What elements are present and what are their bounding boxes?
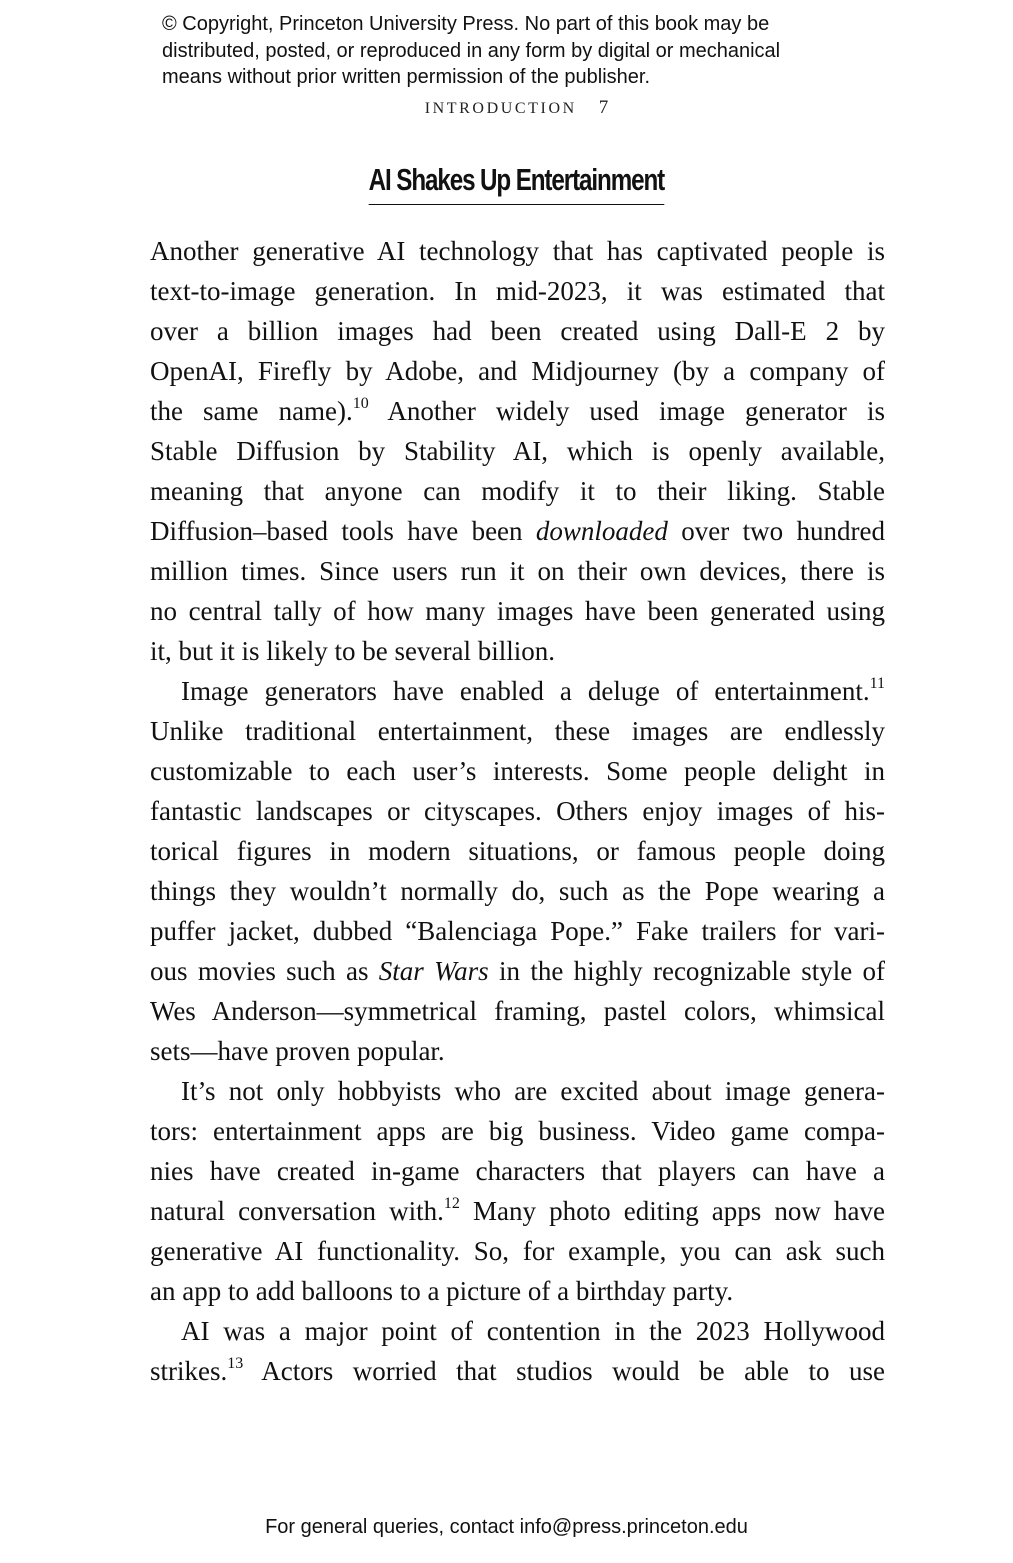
italic-text: downloaded xyxy=(535,516,668,546)
text-segment: strikes. xyxy=(150,1356,228,1386)
text-line: million times. Since users run it on their own devices, there is xyxy=(150,556,885,586)
text-line: It’s not only hobbyists who are excited about image genera- xyxy=(181,1076,885,1106)
text-line: no central tally of how many images have been generated using xyxy=(150,596,885,626)
text-segment: Image generators have enabled a deluge of entertainment. xyxy=(181,676,870,706)
running-head xyxy=(0,97,1013,119)
body-text xyxy=(150,231,885,1391)
text-segment: Many photo editing apps now have xyxy=(459,1196,885,1226)
text-segment: ous movies such as xyxy=(150,956,379,986)
running-head-section: INTRODUCTION xyxy=(424,100,577,117)
text-line: an app to add balloons to a picture of a birthday party. xyxy=(150,1276,734,1306)
section-heading xyxy=(0,162,1013,205)
text-line: Another generative AI technology that has captivated people is xyxy=(150,236,885,266)
text-line: OpenAI, Firefly by Adobe, and Midjourney (by a company of xyxy=(150,356,885,386)
copyright-line: © Copyright, Princeton University Press. No part of this book may be xyxy=(162,13,770,35)
copyright-notice xyxy=(162,11,922,91)
text-line xyxy=(150,391,885,431)
text-line xyxy=(150,1191,885,1231)
footnote-marker: 11 xyxy=(869,675,885,692)
text-line: sets—have proven popular. xyxy=(150,1036,445,1066)
text-line: Wes Anderson—symmetrical framing, pastel colors, whimsical xyxy=(150,996,885,1026)
text-line: nies have created in-game characters that players can have a xyxy=(150,1156,885,1186)
text-line: generative AI functionality. So, for example, you can ask such xyxy=(150,1236,885,1266)
footer-contact: For general queries, contact info@press.princeton.edu xyxy=(265,1516,748,1538)
text-segment: Diffusion–based tools have been xyxy=(150,516,536,546)
footnote-marker: 10 xyxy=(352,395,369,412)
text-line: customizable to each user’s interests. Some people delight in xyxy=(150,756,885,786)
text-line: puffer jacket, dubbed “Balenciaga Pope.” Fake trailers for vari- xyxy=(150,916,885,946)
paragraph xyxy=(150,1311,885,1391)
text-line: torical figures in modern situations, or famous people doing xyxy=(150,836,885,866)
paragraph xyxy=(150,1071,885,1311)
italic-text: Star Wars xyxy=(378,956,489,986)
text-line: text-to-image generation. In mid-2023, it was estimated that xyxy=(150,276,885,306)
text-segment: Another widely used image generator is xyxy=(368,396,885,426)
paragraph xyxy=(150,671,885,1071)
text-segment: natural conversation with. xyxy=(150,1196,444,1226)
text-line: things they wouldn’t normally do, such as the Pope wearing a xyxy=(150,876,885,906)
text-line: Stable Diffusion by Stability AI, which is openly available, xyxy=(150,436,885,466)
copyright-line: distributed, posted, or reproduced in any form by digital or mechanical xyxy=(162,39,781,62)
text-segment: Actors worried that studios would be able to use xyxy=(243,1356,885,1386)
text-line xyxy=(150,671,885,711)
footnote-marker: 12 xyxy=(443,1195,460,1212)
text-segment: in the highly recognizable style of xyxy=(488,956,886,986)
page-number: 7 xyxy=(598,97,609,118)
copyright-line: means without prior written permission of the publisher. xyxy=(162,66,651,88)
text-line: meaning that anyone can modify it to their liking. Stable xyxy=(150,476,885,506)
text-line xyxy=(150,511,885,551)
text-line xyxy=(150,1351,885,1391)
text-line: Unlike traditional entertainment, these images are endlessly xyxy=(150,716,885,746)
paragraph xyxy=(150,231,885,671)
text-segment: over two hundred xyxy=(667,516,885,546)
footnote-marker: 13 xyxy=(227,1355,244,1372)
text-segment: the same name). xyxy=(150,396,353,426)
text-line: over a billion images had been created using Dall-E 2 by xyxy=(150,316,885,346)
text-line: AI was a major point of contention in the 2023 Hollywood xyxy=(181,1316,885,1346)
text-line: it, but it is likely to be several billion. xyxy=(150,636,555,666)
text-line: fantastic landscapes or cityscapes. Others enjoy images of his- xyxy=(150,796,885,826)
text-line: tors: entertainment apps are big business. Video game compa- xyxy=(150,1116,885,1146)
text-line xyxy=(150,951,885,991)
section-title: AI Shakes Up Entertainment xyxy=(369,162,664,205)
